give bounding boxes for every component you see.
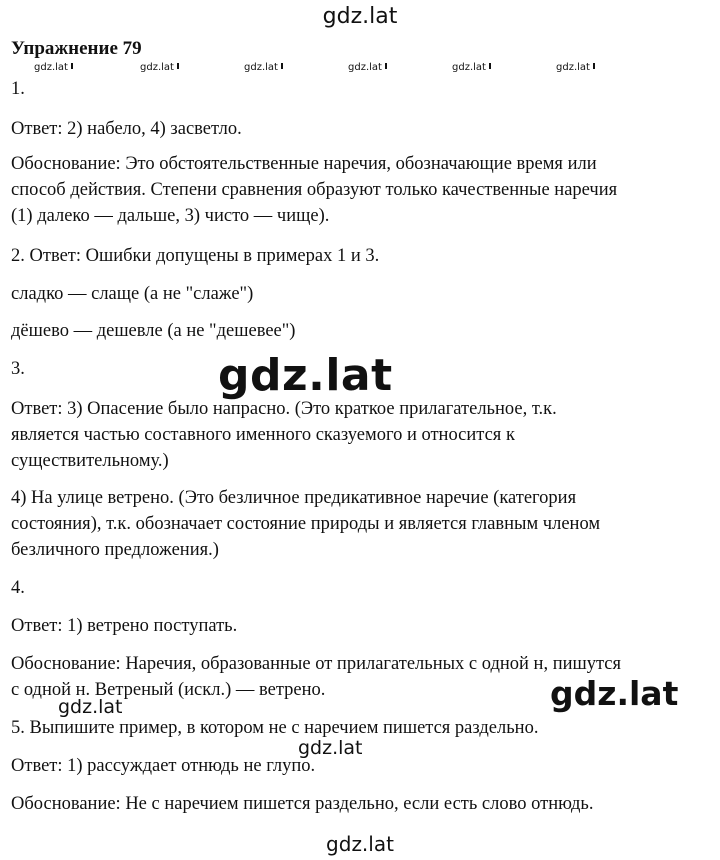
- watermark-large: gdz.lat: [550, 674, 679, 713]
- watermark-large: gdz.lat: [218, 350, 393, 401]
- task-text: 5. Выпишите пример, в котором не с наречием пишется раздельно.: [11, 718, 539, 738]
- answer-line: состояния), т.к. обозначает состояние природы и является главным членом: [11, 514, 601, 534]
- answer-line: является частью составного именного сказуемого и относится к: [11, 425, 515, 445]
- section-number: 4.: [11, 578, 25, 598]
- watermark-medium: gdz.lat: [58, 696, 123, 718]
- answer-text: 2. Ответ: Ошибки допущены в примерах 1 и 3.: [11, 246, 380, 266]
- answer-line: 4) На улице ветрено. (Это безличное предикативное наречие (категория: [11, 488, 577, 508]
- watermark-medium: gdz.lat: [298, 737, 363, 759]
- section-number: 3.: [11, 359, 25, 379]
- explanation-line: способ действия. Степени сравнения образуют только качественные наречия: [11, 180, 618, 200]
- answer-line: существительному.): [11, 451, 169, 471]
- answer-line: безличного предложения.): [11, 540, 219, 560]
- explanation-line: Обоснование: Не с наречием пишется раздельно, если есть слово отнюдь.: [11, 794, 594, 814]
- answer-text: Ответ: 1) рассуждает отнюдь не глупо.: [11, 756, 316, 776]
- watermark-top: gdz.lat: [322, 4, 398, 29]
- explanation-line: (1) далеко — дальше, 3) чисто — чище).: [11, 206, 330, 226]
- watermark-small: gdz.lat: [244, 62, 283, 73]
- explanation-line: с одной н. Ветреный (искл.) — ветрено.: [11, 680, 326, 700]
- answer-text: Ответ: 2) набело, 4) засветло.: [11, 119, 242, 139]
- watermark-bottom: gdz.lat: [326, 832, 394, 856]
- answer-text: Ответ: 1) ветрено поступать.: [11, 616, 238, 636]
- watermark-small: gdz.lat: [348, 62, 387, 73]
- watermark-small: gdz.lat: [140, 62, 179, 73]
- watermark-small: gdz.lat: [34, 62, 73, 73]
- exercise-title: Упражнение 79: [11, 38, 142, 59]
- section-number: 1.: [11, 79, 25, 99]
- example-line: сладко — слаще (а не "слаже"): [11, 284, 254, 304]
- watermark-small: gdz.lat: [556, 62, 595, 73]
- example-line: дёшево — дешевле (а не "дешевее"): [11, 321, 296, 341]
- explanation-line: Обоснование: Это обстоятельственные наречия, обозначающие время или: [11, 154, 597, 174]
- answer-line: Ответ: 3) Опасение было напрасно. (Это краткое прилагательное, т.к.: [11, 399, 557, 419]
- explanation-line: Обоснование: Наречия, образованные от прилагательных с одной н, пишутся: [11, 654, 622, 674]
- watermark-small: gdz.lat: [452, 62, 491, 73]
